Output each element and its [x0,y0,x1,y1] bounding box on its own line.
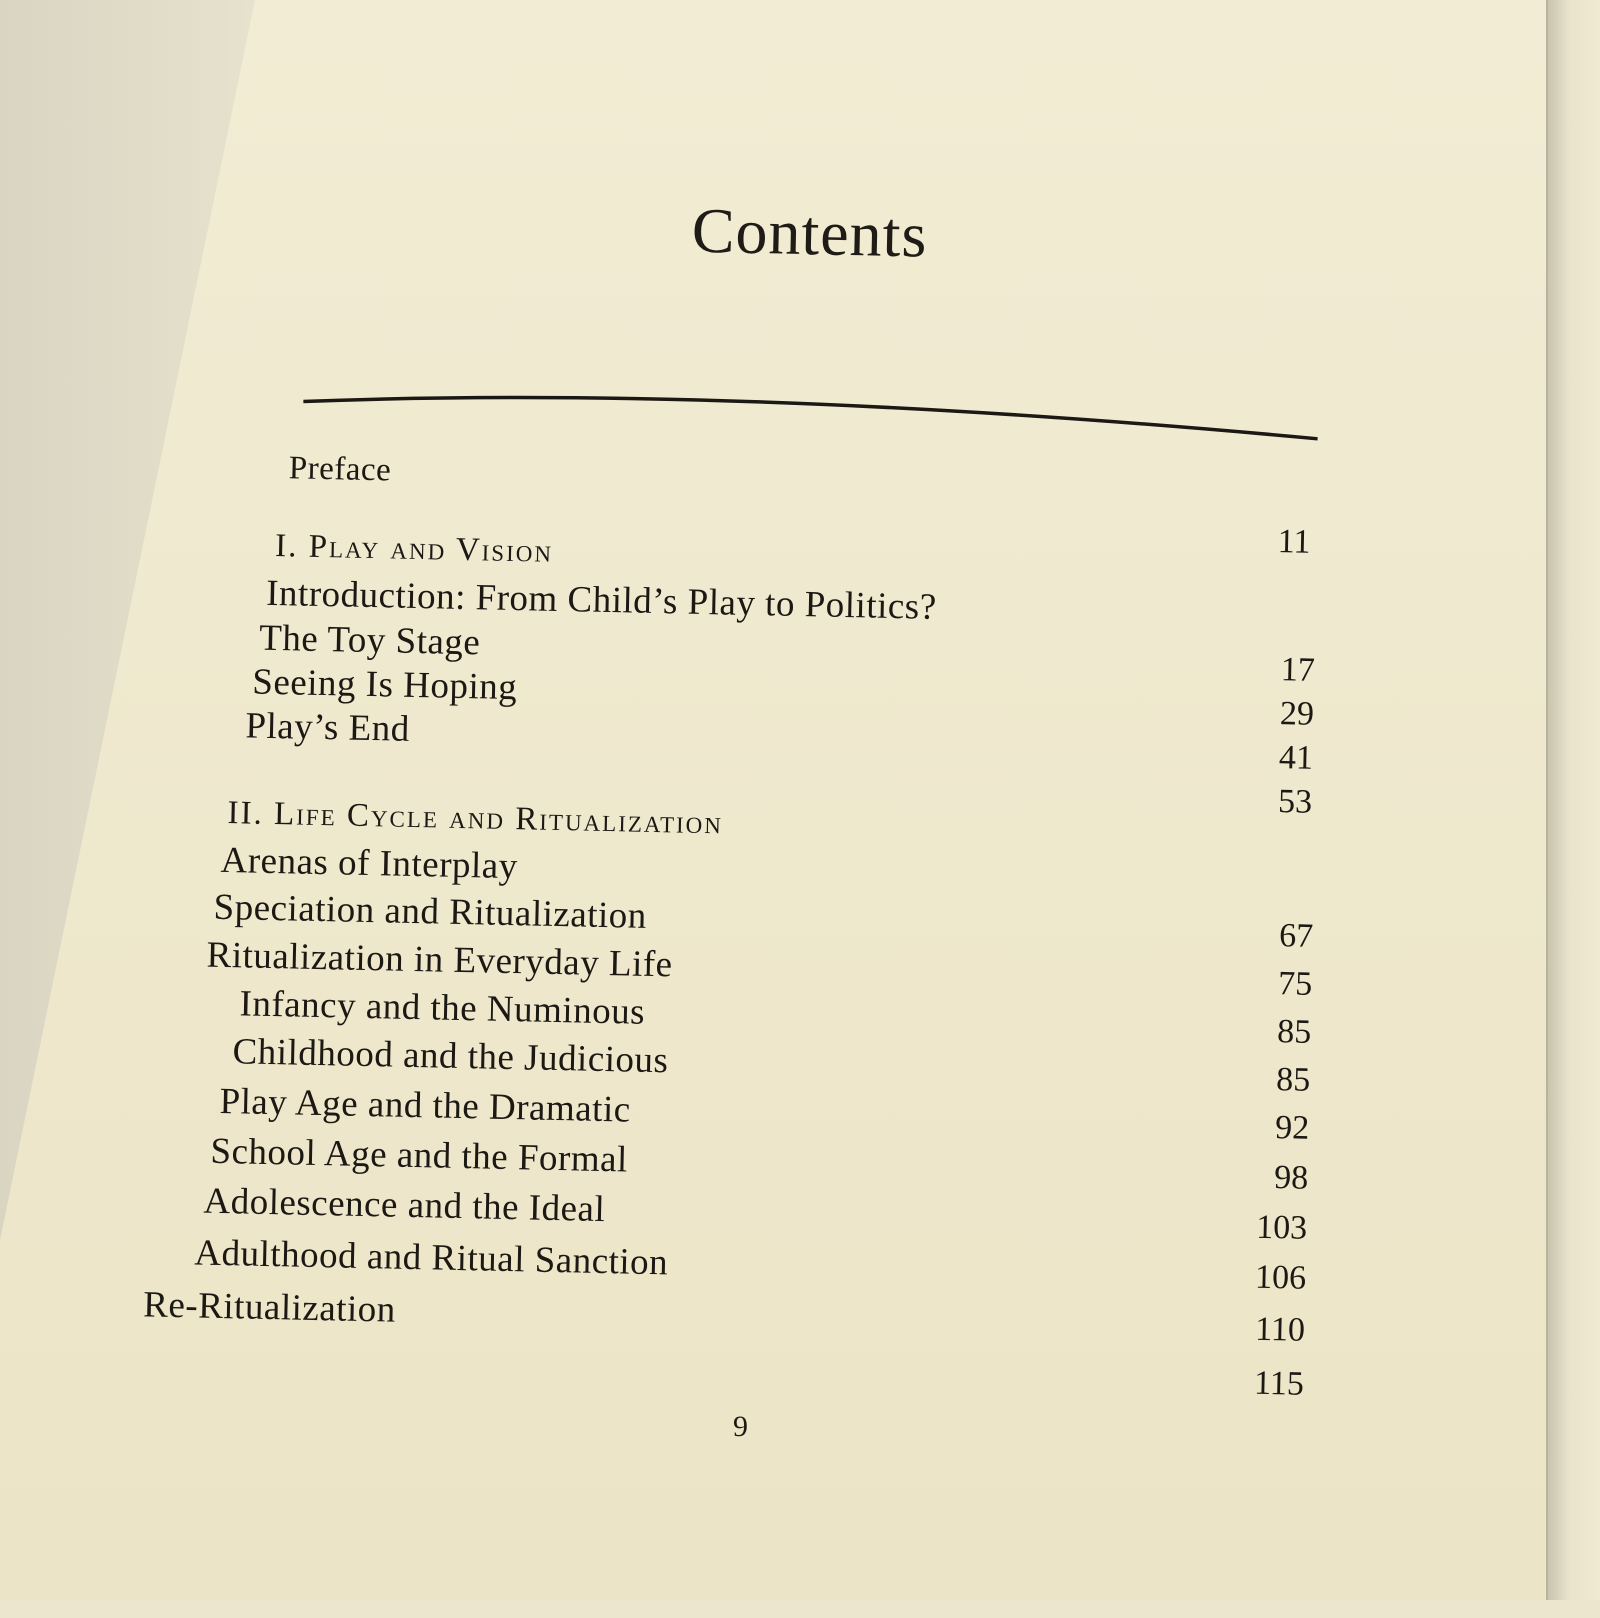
toc-entry: Infancy and the Numinous [239,983,646,1033]
toc-page: 17 [1280,651,1316,689]
toc-page: 92 [1274,1109,1310,1147]
toc-page: 103 [1255,1208,1308,1247]
toc-page-preface: 11 [1277,523,1311,561]
page-title: Contents [691,194,929,271]
toc-entry: The Toy Stage [258,617,481,664]
toc-entry: Introduction: From Child’s Play to Politics? [265,572,938,628]
toc-entry: School Age and the Formal [210,1130,629,1181]
toc-page: 75 [1277,965,1313,1003]
toc-entry: Adulthood and Ritual Sanction [193,1232,669,1284]
toc-page: 53 [1277,783,1313,821]
toc-page: 41 [1278,739,1314,777]
toc-entry: Arenas of Interplay [220,839,519,888]
toc-entry: Adolescence and the Ideal [203,1180,606,1231]
toc-entry: Play Age and the Dramatic [219,1080,632,1131]
toc-page: 115 [1253,1364,1305,1403]
toc-entry: Childhood and the Judicious [232,1031,669,1082]
toc-page: 67 [1278,917,1314,955]
toc-entry: Speciation and Ritualization [213,886,648,937]
toc-page: 106 [1254,1258,1307,1297]
toc-page: 85 [1276,1013,1312,1051]
toc-page: 29 [1279,695,1315,733]
toc-entry: Re-Ritualization [142,1284,397,1331]
toc-page: 110 [1254,1310,1306,1349]
title-rule [303,384,1319,455]
toc-entry: Seeing Is Hoping [251,661,518,709]
toc-entry: Ritualization in Everyday Life [206,934,674,986]
toc-entry-preface: Preface [288,450,392,489]
toc-page: 98 [1273,1159,1309,1197]
toc-page: 85 [1275,1061,1311,1099]
part-heading-2: II. Life Cycle and Ritualization [227,795,724,842]
toc-entry: Play’s End [245,705,411,750]
page-number: 9 [733,1410,748,1443]
part-heading-1: I. Play and Vision [274,528,554,570]
